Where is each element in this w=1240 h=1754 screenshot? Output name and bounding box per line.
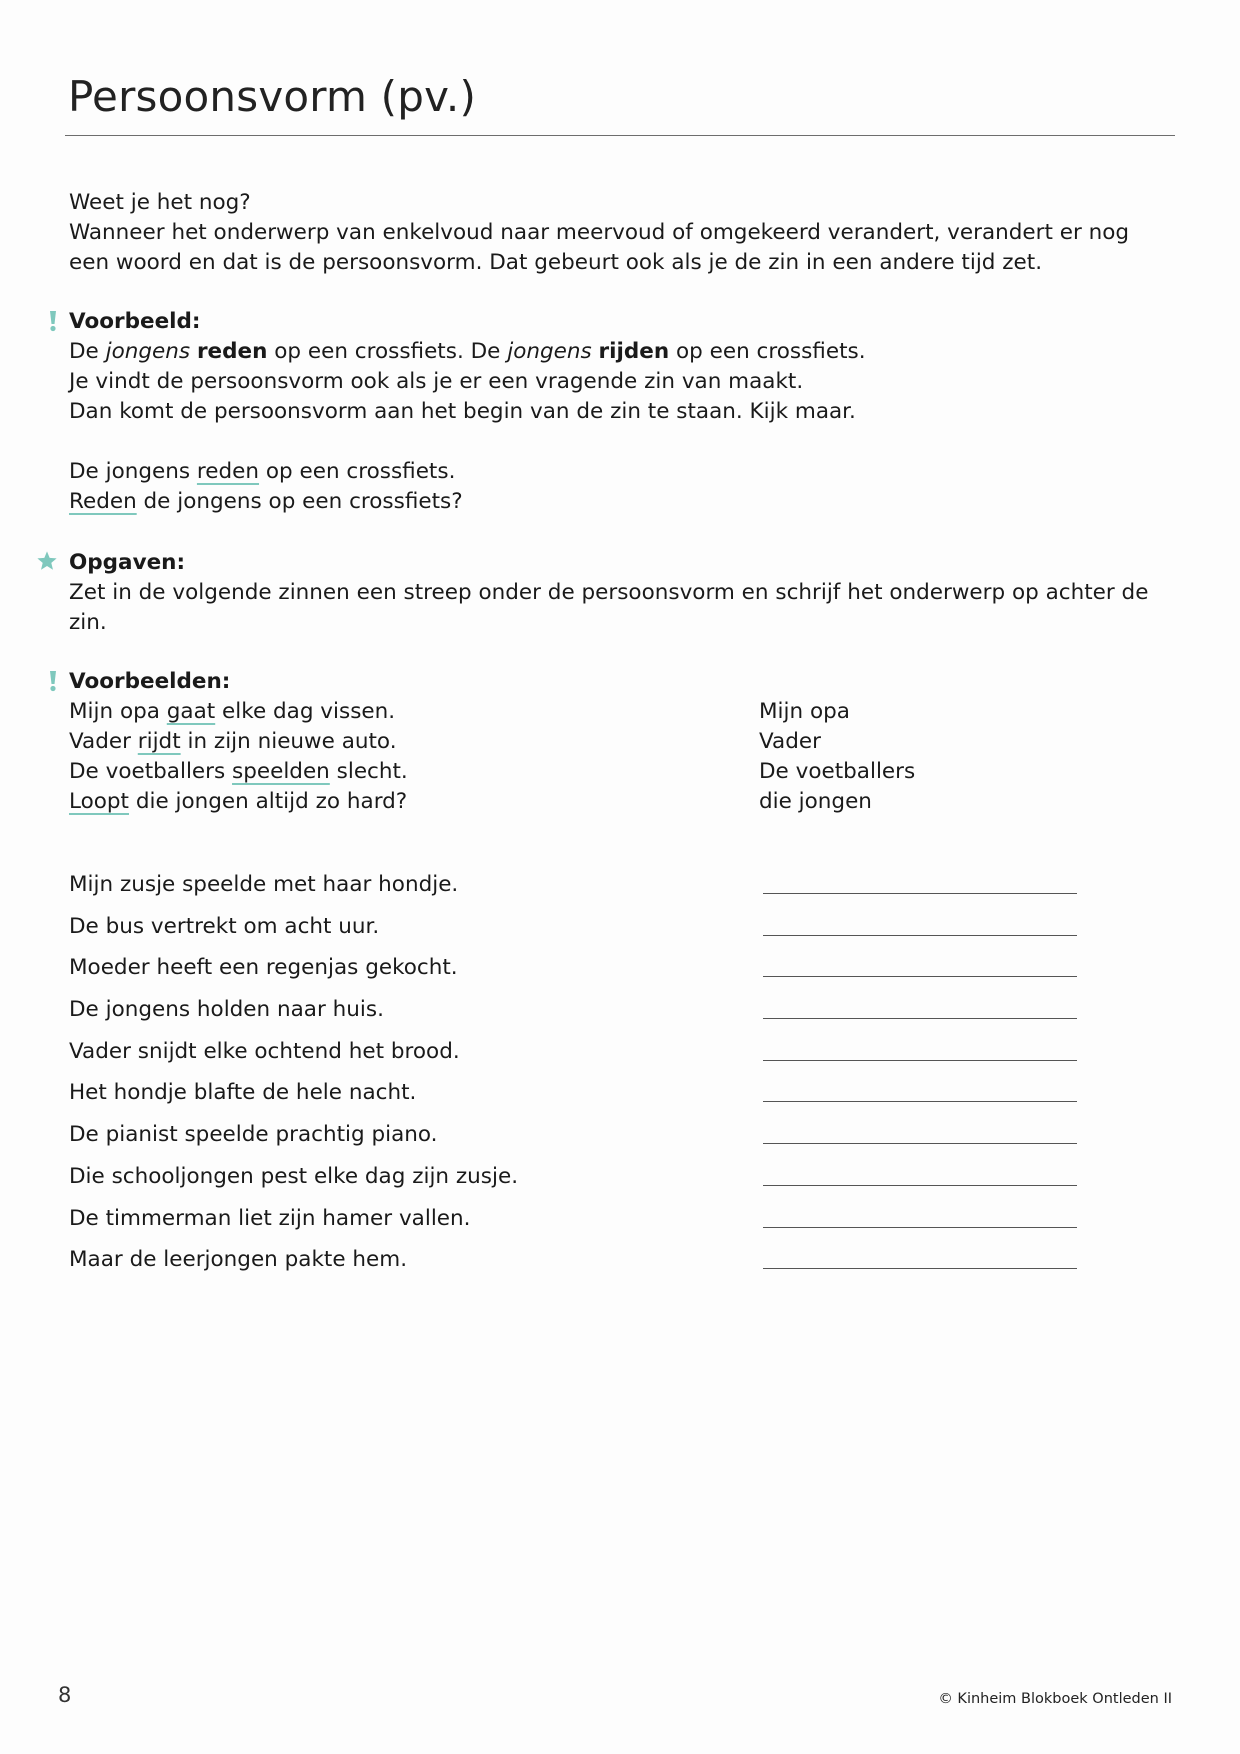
- answer-line[interactable]: [763, 976, 1077, 977]
- exercise-item: [69, 1162, 1079, 1204]
- exercise-sentence: Vader snijdt elke ochtend het brood.: [69, 1038, 460, 1064]
- exercise-item: [69, 995, 1079, 1037]
- exercise-item: [69, 870, 1079, 912]
- exclamation-icon: [46, 669, 60, 693]
- exercise-sentence: De bus vertrekt om acht uur.: [69, 913, 380, 939]
- answer-line[interactable]: [763, 1227, 1077, 1228]
- example-section: [69, 307, 1149, 427]
- intro-section: [69, 188, 1149, 278]
- answer-line[interactable]: [763, 893, 1077, 894]
- example-line-3: Dan komt de persoonsvorm aan het begin van de zin te staan. Kijk maar.: [69, 399, 856, 424]
- example-row: [69, 787, 1169, 817]
- assignment-label: Opgaven:: [69, 550, 186, 575]
- exercise-sentence: Moeder heeft een regenjas gekocht.: [69, 955, 458, 981]
- copyright-notice: © Kinheim Blokboek Ontleden II: [938, 1691, 1172, 1707]
- pv-underline: speelden: [232, 759, 330, 784]
- example-subject: Vader: [759, 729, 821, 754]
- star-icon: [35, 549, 59, 573]
- question-sentence: Reden de jongens op een crossfiets?: [69, 489, 463, 514]
- assignment-section: [69, 548, 1149, 638]
- pv-underline: reden: [196, 459, 260, 484]
- question-example: [69, 457, 1149, 517]
- exercise-list: [69, 870, 1079, 1287]
- page-title: Persoonsvorm (pv.): [68, 72, 477, 121]
- exercise-item: [69, 1078, 1079, 1120]
- pv-underline: Reden: [69, 489, 137, 514]
- exercise-sentence: Mijn zusje speelde met haar hondje.: [69, 872, 459, 897]
- intro-question: Weet je het nog?: [69, 190, 251, 215]
- pv-underline: Loopt: [69, 789, 129, 814]
- answer-line[interactable]: [763, 1018, 1077, 1019]
- example-sentence: De voetballers speelden slecht.: [69, 759, 408, 784]
- example-row: [69, 697, 1169, 727]
- exclamation-icon: [46, 309, 60, 333]
- exercise-sentence: Die schooljongen pest elke dag zijn zusje.: [69, 1163, 519, 1189]
- page-number: 8: [58, 1683, 72, 1707]
- exercise-sentence: Het hondje blafte de hele nacht.: [69, 1080, 417, 1106]
- exercise-item: [69, 953, 1079, 995]
- intro-text: Wanneer het onderwerp van enkelvoud naar meervoud of omgekeerd verandert, verandert er nog een woord en dat is de persoonsvorm. Dat gebeurt ook als je de zin in een andere tijd zet.: [69, 220, 1130, 275]
- pv-underline: gaat: [166, 699, 216, 724]
- example-subject: De voetballers: [759, 759, 916, 784]
- example-row: [69, 757, 1169, 787]
- example-subject: die jongen: [759, 789, 872, 814]
- pv-underline: rijdt: [137, 729, 181, 754]
- example-label: Voorbeeld:: [69, 309, 201, 334]
- exercise-item: [69, 1204, 1079, 1246]
- exercise-item: [69, 912, 1079, 954]
- examples-label: Voorbeelden:: [69, 669, 231, 694]
- exercise-item: [69, 1037, 1079, 1079]
- exercise-sentence: Maar de leerjongen pakte hem.: [69, 1247, 408, 1273]
- example-subject: Mijn opa: [759, 699, 850, 724]
- assignment-text: Zet in de volgende zinnen een streep onder de persoonsvorm en schrijf het onderwerp op achter de zin.: [69, 580, 1149, 635]
- exercise-sentence: De jongens holden naar huis.: [69, 997, 384, 1023]
- example-line-2: Je vindt de persoonsvorm ook als je er een vragende zin van maakt.: [69, 369, 804, 394]
- pv-bold: reden: [196, 339, 268, 364]
- exercise-item: [69, 1120, 1079, 1162]
- example-row: [69, 727, 1169, 757]
- example-sentence: Vader rijdt in zijn nieuwe auto.: [69, 729, 397, 754]
- examples-section: [69, 667, 1169, 817]
- title-divider: [65, 135, 1175, 136]
- exercise-sentence: De pianist speelde prachtig piano.: [69, 1122, 438, 1148]
- answer-line[interactable]: [763, 1143, 1077, 1144]
- answer-line[interactable]: [763, 1060, 1077, 1061]
- exercise-item: [69, 1245, 1079, 1287]
- exercise-sentence: De timmerman liet zijn hamer vallen.: [69, 1205, 471, 1231]
- example-line-1: De jongens reden op een crossfiets. De jongens rijden op een crossfiets.: [69, 339, 866, 364]
- answer-line[interactable]: [763, 1268, 1077, 1269]
- answer-line[interactable]: [763, 935, 1077, 936]
- statement-sentence: De jongens reden op een crossfiets.: [69, 459, 456, 484]
- answer-line[interactable]: [763, 1185, 1077, 1186]
- answer-line[interactable]: [763, 1101, 1077, 1102]
- example-sentence: Mijn opa gaat elke dag vissen.: [69, 699, 396, 724]
- pv-bold: rijden: [598, 339, 670, 364]
- example-sentence: Loopt die jongen altijd zo hard?: [69, 789, 408, 814]
